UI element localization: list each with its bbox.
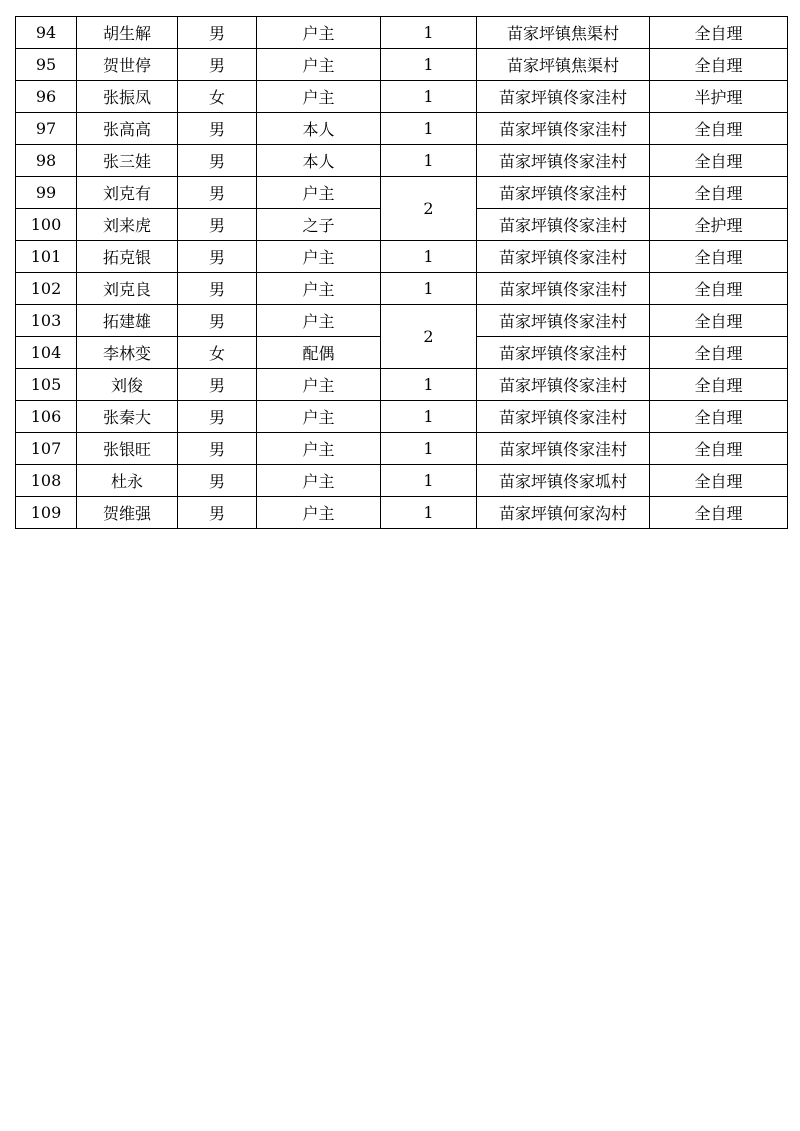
relation-cell: 户主 — [257, 401, 381, 433]
care-level-cell: 全自理 — [650, 113, 788, 145]
name-cell: 胡生解 — [77, 17, 178, 49]
sex-cell: 男 — [178, 401, 257, 433]
care-level-cell: 全自理 — [650, 337, 788, 369]
serial-number-cell: 108 — [16, 465, 77, 497]
table-row — [16, 369, 788, 401]
sex-cell: 男 — [178, 273, 257, 305]
sex-cell: 男 — [178, 113, 257, 145]
address-cell: 苗家坪镇佟家洼村 — [477, 145, 650, 177]
address-cell: 苗家坪镇佟家洼村 — [477, 113, 650, 145]
address-cell: 苗家坪镇佟家洼村 — [477, 241, 650, 273]
care-level-cell: 全自理 — [650, 305, 788, 337]
care-level-cell: 全自理 — [650, 17, 788, 49]
household-size-cell: 1 — [381, 49, 477, 81]
serial-number-cell: 96 — [16, 81, 77, 113]
name-cell: 贺维强 — [77, 497, 178, 529]
table-row — [16, 305, 788, 337]
household-size-cell: 1 — [381, 113, 477, 145]
name-cell: 刘俊 — [77, 369, 178, 401]
sex-cell: 男 — [178, 465, 257, 497]
household-size-cell: 1 — [381, 145, 477, 177]
care-level-cell: 全自理 — [650, 273, 788, 305]
sex-cell: 男 — [178, 369, 257, 401]
name-cell: 拓建雄 — [77, 305, 178, 337]
address-cell: 苗家坪镇佟家洼村 — [477, 401, 650, 433]
care-level-cell: 全自理 — [650, 241, 788, 273]
serial-number-cell: 103 — [16, 305, 77, 337]
care-level-cell: 全自理 — [650, 465, 788, 497]
name-cell: 张高高 — [77, 113, 178, 145]
table-row — [16, 433, 788, 465]
name-cell: 李林变 — [77, 337, 178, 369]
care-level-cell: 全自理 — [650, 369, 788, 401]
address-cell: 苗家坪镇佟家洼村 — [477, 369, 650, 401]
relation-cell: 户主 — [257, 369, 381, 401]
address-cell: 苗家坪镇焦渠村 — [477, 17, 650, 49]
household-size-cell: 1 — [381, 241, 477, 273]
table-row — [16, 465, 788, 497]
serial-number-cell: 94 — [16, 17, 77, 49]
address-cell: 苗家坪镇焦渠村 — [477, 49, 650, 81]
table-row — [16, 401, 788, 433]
serial-number-cell: 105 — [16, 369, 77, 401]
care-level-cell: 全自理 — [650, 401, 788, 433]
relation-cell: 户主 — [257, 177, 381, 209]
serial-number-cell: 104 — [16, 337, 77, 369]
table-row — [16, 273, 788, 305]
address-cell: 苗家坪镇佟家洼村 — [477, 433, 650, 465]
sex-cell: 男 — [178, 177, 257, 209]
care-level-cell: 全自理 — [650, 145, 788, 177]
household-size-cell: 2 — [381, 177, 477, 241]
address-cell: 苗家坪镇佟家洼村 — [477, 81, 650, 113]
serial-number-cell: 100 — [16, 209, 77, 241]
name-cell: 张振凤 — [77, 81, 178, 113]
table-row — [16, 177, 788, 209]
relation-cell: 户主 — [257, 465, 381, 497]
address-cell: 苗家坪镇何家沟村 — [477, 497, 650, 529]
relation-cell: 户主 — [257, 433, 381, 465]
household-size-cell: 1 — [381, 465, 477, 497]
table-row — [16, 81, 788, 113]
sex-cell: 男 — [178, 17, 257, 49]
table-row — [16, 241, 788, 273]
relation-cell: 户主 — [257, 273, 381, 305]
serial-number-cell: 99 — [16, 177, 77, 209]
relation-cell: 之子 — [257, 209, 381, 241]
sex-cell: 男 — [178, 145, 257, 177]
serial-number-cell: 98 — [16, 145, 77, 177]
sex-cell: 女 — [178, 337, 257, 369]
sex-cell: 男 — [178, 209, 257, 241]
household-size-cell: 1 — [381, 433, 477, 465]
household-size-cell: 1 — [381, 17, 477, 49]
sex-cell: 男 — [178, 497, 257, 529]
name-cell: 杜永 — [77, 465, 178, 497]
table-row — [16, 497, 788, 529]
name-cell: 拓克银 — [77, 241, 178, 273]
relation-cell: 户主 — [257, 497, 381, 529]
address-cell: 苗家坪镇佟家洼村 — [477, 177, 650, 209]
name-cell: 张秦大 — [77, 401, 178, 433]
relation-cell: 户主 — [257, 305, 381, 337]
name-cell: 刘克良 — [77, 273, 178, 305]
care-level-cell: 全自理 — [650, 433, 788, 465]
serial-number-cell: 95 — [16, 49, 77, 81]
name-cell: 张三娃 — [77, 145, 178, 177]
relation-cell: 户主 — [257, 49, 381, 81]
serial-number-cell: 101 — [16, 241, 77, 273]
serial-number-cell: 97 — [16, 113, 77, 145]
household-size-cell: 1 — [381, 273, 477, 305]
address-cell: 苗家坪镇佟家洼村 — [477, 305, 650, 337]
relation-cell: 户主 — [257, 241, 381, 273]
relation-cell: 本人 — [257, 145, 381, 177]
relation-cell: 配偶 — [257, 337, 381, 369]
care-level-cell: 全自理 — [650, 49, 788, 81]
care-level-cell: 全自理 — [650, 177, 788, 209]
household-size-cell: 1 — [381, 401, 477, 433]
household-size-cell: 2 — [381, 305, 477, 369]
table-row — [16, 49, 788, 81]
serial-number-cell: 106 — [16, 401, 77, 433]
sex-cell: 男 — [178, 49, 257, 81]
name-cell: 张银旺 — [77, 433, 178, 465]
household-table — [15, 16, 788, 529]
sex-cell: 男 — [178, 433, 257, 465]
serial-number-cell: 109 — [16, 497, 77, 529]
name-cell: 刘来虎 — [77, 209, 178, 241]
sex-cell: 男 — [178, 305, 257, 337]
table-row — [16, 145, 788, 177]
relation-cell: 户主 — [257, 81, 381, 113]
household-size-cell: 1 — [381, 369, 477, 401]
table-row — [16, 17, 788, 49]
serial-number-cell: 107 — [16, 433, 77, 465]
name-cell: 贺世停 — [77, 49, 178, 81]
care-level-cell: 全自理 — [650, 497, 788, 529]
table-body — [16, 17, 788, 529]
sex-cell: 女 — [178, 81, 257, 113]
household-size-cell: 1 — [381, 497, 477, 529]
care-level-cell: 半护理 — [650, 81, 788, 113]
sex-cell: 男 — [178, 241, 257, 273]
address-cell: 苗家坪镇佟家洼村 — [477, 337, 650, 369]
serial-number-cell: 102 — [16, 273, 77, 305]
address-cell: 苗家坪镇佟家洼村 — [477, 273, 650, 305]
table-row — [16, 113, 788, 145]
household-size-cell: 1 — [381, 81, 477, 113]
relation-cell: 本人 — [257, 113, 381, 145]
address-cell: 苗家坪镇佟家洼村 — [477, 209, 650, 241]
relation-cell: 户主 — [257, 17, 381, 49]
address-cell: 苗家坪镇佟家坬村 — [477, 465, 650, 497]
care-level-cell: 全护理 — [650, 209, 788, 241]
name-cell: 刘克有 — [77, 177, 178, 209]
